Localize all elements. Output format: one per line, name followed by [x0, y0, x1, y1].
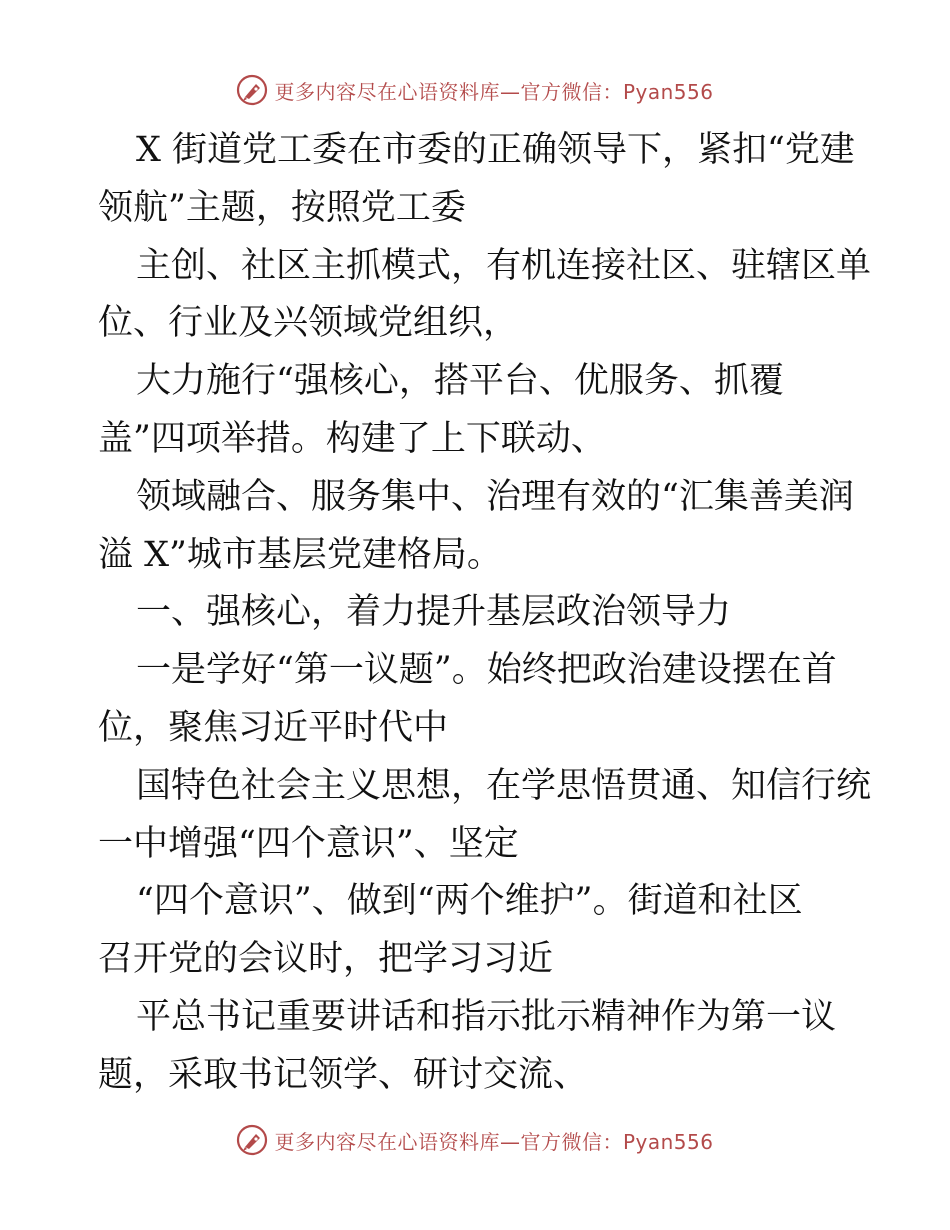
text-line: 位、行业及兴领域党组织， — [98, 303, 519, 344]
section-heading: 一、强核心，着力提升基层政治领导力 — [136, 592, 732, 633]
text-line: 题，采取书记领学、研讨交流、 — [98, 1054, 589, 1095]
text-line: “四个意识”、做到“两个维护”。街道和社区 — [136, 881, 803, 922]
pen-nib-logo-icon — [236, 74, 268, 106]
text-line: 一中增强“四个意识”、坚定 — [98, 823, 519, 864]
text-line: 领域融合、服务集中、治理有效的“汇集善美润 — [136, 476, 854, 517]
footer-banner — [0, 1120, 950, 1160]
document-body — [98, 122, 872, 1105]
pen-nib-logo-icon — [236, 1124, 268, 1156]
text-line: 溢 X”城市基层党建格局。 — [98, 534, 502, 575]
text-line: 一是学好“第一议题”。始终把政治建设摆在首 — [136, 650, 837, 691]
text-line: 大力施行“强核心，搭平台、优服务、抓覆 — [136, 361, 784, 402]
text-line: 领航”主题，按照党工委 — [98, 187, 466, 228]
footer-banner-text: 更多内容尽在心语资料库—官方微信：Pyan556 — [274, 1129, 714, 1154]
text-line: 位，聚焦习近平时代中 — [98, 707, 449, 748]
paragraph — [98, 122, 872, 1105]
text-line: 主创、社区主抓模式，有机连接社区、驻辖区单 — [136, 245, 872, 286]
text-line: 国特色社会主义思想，在学思悟贯通、知信行统 — [136, 765, 872, 806]
header-banner-text: 更多内容尽在心语资料库—官方微信：Pyan556 — [274, 79, 714, 104]
header-banner — [0, 70, 950, 110]
text-line: 平总书记重要讲话和指示批示精神作为第一议 — [136, 996, 837, 1037]
text-line: 召开党的会议时，把学习习近 — [98, 939, 554, 980]
text-line: X 街道党工委在市委的正确领导下，紧扣“党建 — [136, 130, 855, 170]
text-line: 盖”四项举措。构建了上下联动、 — [98, 418, 606, 459]
